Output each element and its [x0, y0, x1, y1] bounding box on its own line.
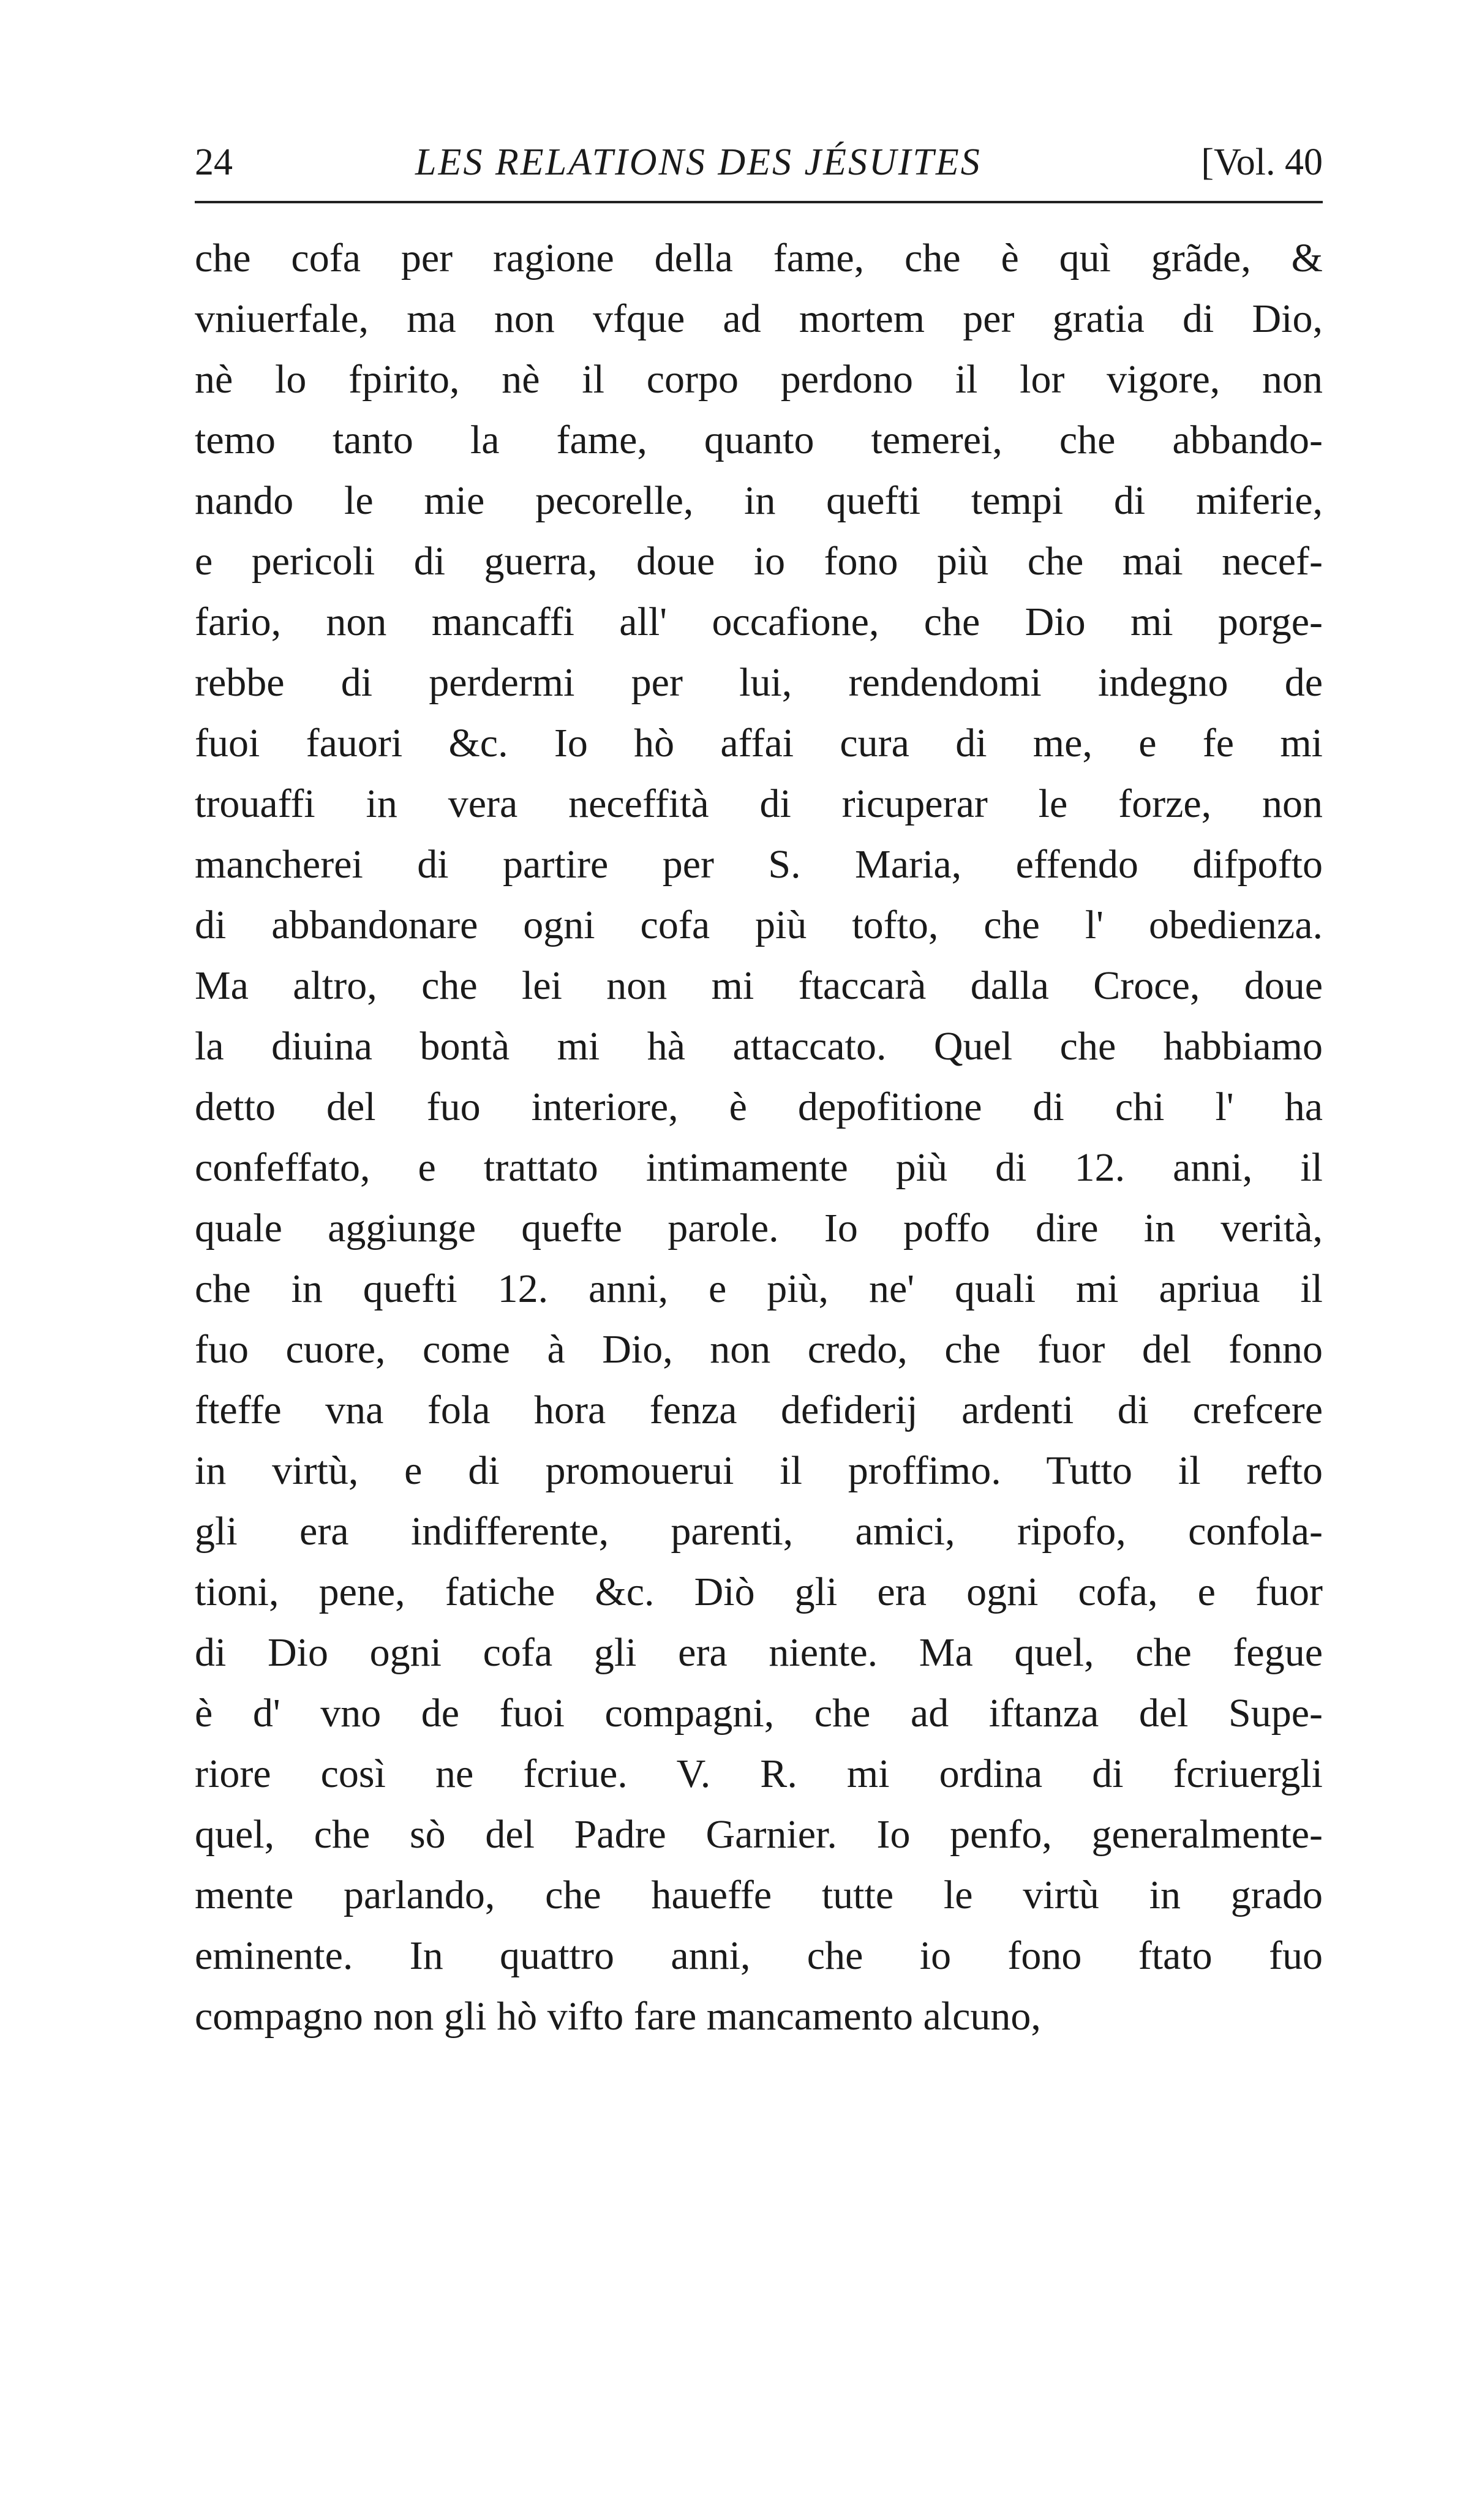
text-line: fteffe vna fola hora fenza defiderij ardenti di crefcere: [195, 1388, 1323, 1432]
text-line: che cofa per ragione della fame, che è quì grãde, &: [195, 236, 1323, 280]
text-line: fario, non mancaffi all' occafione, che Dio mi porge-: [195, 600, 1323, 644]
text-line: eminente. In quattro anni, che io fono ftato fuo: [195, 1933, 1323, 1978]
running-title: LES RELATIONS DES JÉSUITES: [415, 141, 982, 183]
text-line: fuo cuore, come à Dio, non credo, che fuor del fonno: [195, 1327, 1323, 1372]
text-line: e pericoli di guerra, doue io fono più che mai necef-: [195, 539, 1323, 584]
text-line: di abbandonare ogni cofa più tofto, che l' obedienza.: [195, 903, 1323, 947]
text-line: la diuina bontà mi hà attaccato. Quel che habbiamo: [195, 1024, 1323, 1069]
text-line: fuoi fauori &c. Io hò affai cura di me, e fe mi: [195, 721, 1323, 765]
text-line: è d' vno de fuoi compagni, che ad iftanza del Supe-: [195, 1691, 1323, 1736]
text-line: rebbe di perdermi per lui, rendendomi indegno de: [195, 660, 1323, 705]
text-line: mancherei di partire per S. Maria, effendo difpofto: [195, 842, 1323, 887]
text-line: quel, che sò del Padre Garnier. Io penfo, generalmente-: [195, 1812, 1323, 1857]
text-line: vniuerfale, ma non vfque ad mortem per gratia di Dio,: [195, 296, 1323, 341]
text-line: Ma altro, che lei non mi ftaccarà dalla Croce, doue: [195, 963, 1323, 1008]
running-head: [195, 135, 1323, 190]
text-line: quale aggiunge quefte parole. Io poffo dire in verità,: [195, 1206, 1323, 1251]
text-line: di Dio ogni cofa gli era niente. Ma quel, che fegue: [195, 1630, 1323, 1675]
text-line: nè lo fpirito, nè il corpo perdono il lor vigore, non: [195, 357, 1323, 402]
text-line: in virtù, e di promouerui il proffimo. Tutto il refto: [195, 1448, 1323, 1493]
body-text: [195, 228, 1323, 2047]
text-line: confeffato, e trattato intimamente più di 12. anni, il: [195, 1145, 1323, 1190]
text-line: trouaffi in vera neceffità di ricuperar le forze, non: [195, 781, 1323, 826]
text-line: riore così ne fcriue. V. R. mi ordina di fcriuergli: [195, 1751, 1323, 1796]
text-line: tioni, pene, fatiche &c. Diò gli era ogni cofa, e fuor: [195, 1570, 1323, 1614]
text-line: compagno non gli hò vifto fare mancamento alcuno,: [195, 1994, 1041, 2039]
text-line: temo tanto la fame, quanto temerei, che abbando-: [195, 418, 1323, 462]
text-line: gli era indifferente, parenti, amici, ripofo, confola-: [195, 1509, 1323, 1554]
header-rule: [195, 201, 1323, 203]
text-line: detto del fuo interiore, è depofitione di chi l' ha: [195, 1085, 1323, 1129]
text-line: che in quefti 12. anni, e più, ne' quali mi apriua il: [195, 1266, 1323, 1311]
page-number: 24: [195, 141, 233, 183]
text-line: nando le mie pecorelle, in quefti tempi di miferie,: [195, 478, 1323, 523]
volume-label: [Vol. 40: [1201, 141, 1323, 183]
text-line: mente parlando, che haueffe tutte le virtù in grado: [195, 1873, 1323, 1917]
